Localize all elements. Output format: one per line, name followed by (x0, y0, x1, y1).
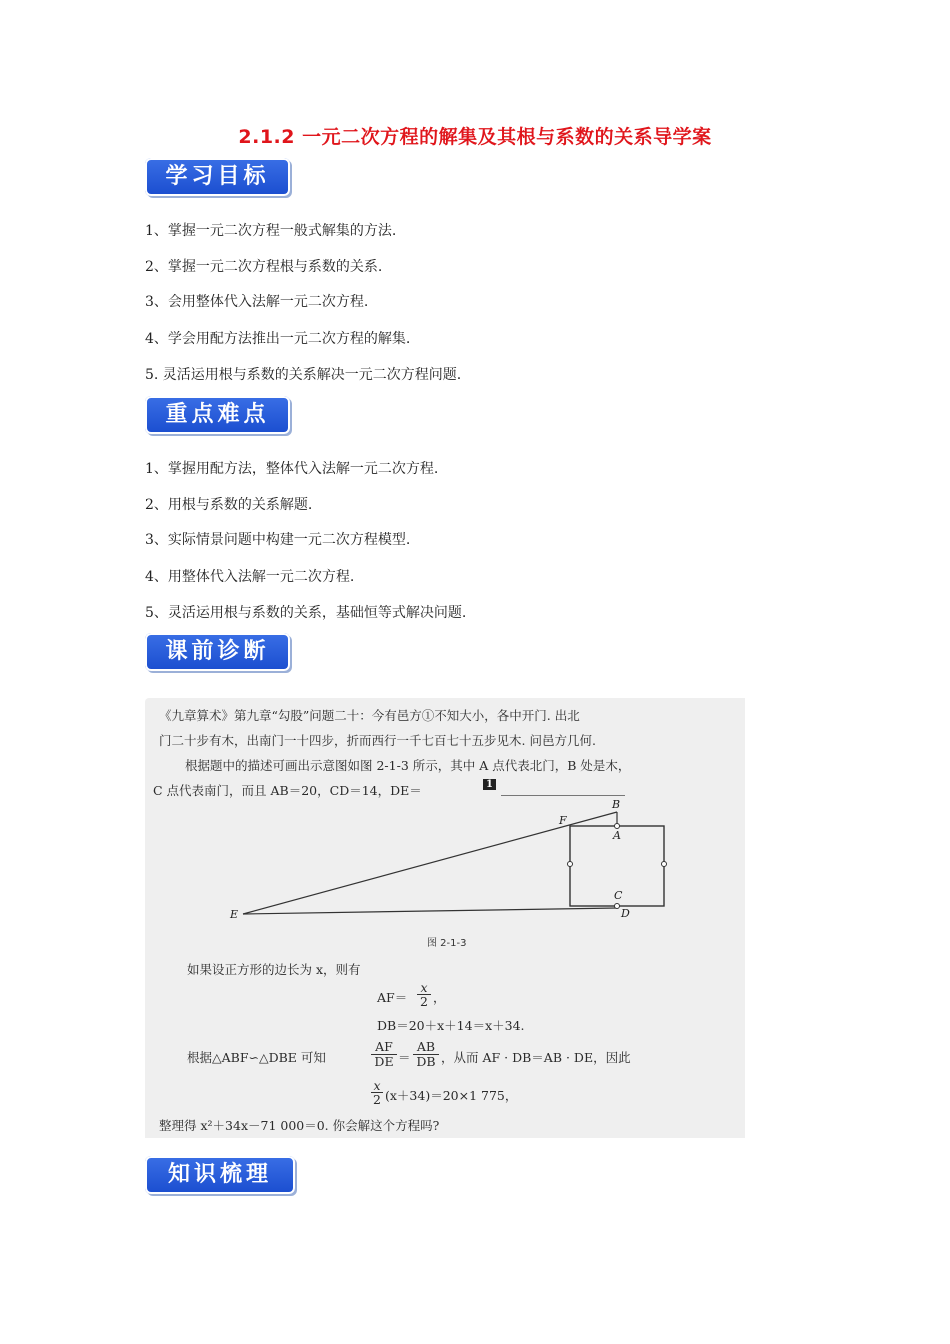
section-banner-key-points: 重点难点 (145, 396, 290, 434)
eq1-fraction (417, 981, 431, 1008)
scan-line: 门二十步有木，出南门一十四步，折而西行一千七百七十五步见木. 问邑方几何. (159, 733, 596, 748)
section-banner-knowledge: 知识梳理 (145, 1156, 295, 1194)
section-banner-diagnosis: 课前诊断 (145, 633, 290, 671)
eq1-left: AF＝ (377, 990, 408, 1005)
eq3-f2-numerator: AB (413, 1040, 439, 1055)
label-B: B (612, 798, 621, 811)
eq4-fraction (371, 1079, 383, 1106)
eq4-numerator: x (371, 1079, 383, 1093)
eq3-f2-denominator: DB (416, 1054, 436, 1069)
eq3-equals: ＝ (398, 1050, 411, 1065)
goal-item: 5. 灵活运用根与系数的关系解决一元二次方程问题. (145, 367, 462, 383)
eq4-denominator: 2 (373, 1092, 381, 1107)
gate-south (615, 904, 620, 909)
gate-east (662, 862, 667, 867)
key-point-item: 1、掌握用配方法，整体代入法解一元二次方程. (145, 461, 439, 477)
eq1-numerator: x (417, 981, 431, 995)
eq2: DB＝20＋x＋14＝x＋34. (377, 1018, 525, 1033)
key-point-item: 3、实际情景问题中构建一元二次方程模型. (145, 532, 411, 548)
label-A: A (613, 829, 621, 842)
eq4-tail: (x＋34)＝20×1 775， (385, 1088, 518, 1103)
key-point-item: 2、用根与系数的关系解题. (145, 497, 313, 513)
key-point-item: 4、用整体代入法解一元二次方程. (145, 569, 355, 585)
gate-west (568, 862, 573, 867)
section-banner-goals: 学习目标 (145, 158, 290, 196)
gate-north (615, 824, 620, 829)
textbook-scan (145, 698, 745, 1138)
figure-caption: 图 2-1-3 (427, 938, 467, 948)
goal-item: 1、掌握一元二次方程一般式解集的方法. (145, 223, 397, 239)
goal-item: 3、会用整体代入法解一元二次方程. (145, 294, 369, 310)
page-title: 2.1.2 一元二次方程的解集及其根与系数的关系导学案 (238, 126, 712, 148)
scan-line: C 点代表南门，而且 AB＝20，CD＝14，DE＝ (153, 783, 422, 798)
goal-item: 2、掌握一元二次方程根与系数的关系. (145, 259, 383, 275)
key-point-item: 5、灵活运用根与系数的关系，基础恒等式解决问题. (145, 605, 467, 621)
line-EB (243, 812, 617, 914)
goal-item: 4、学会用配方法推出一元二次方程的解集. (145, 331, 411, 347)
eq3-fraction-1 (371, 1040, 397, 1069)
eq3-f1-denominator: DE (374, 1054, 394, 1069)
line-ED (243, 908, 617, 914)
label-D: D (621, 907, 630, 920)
label-F: F (559, 814, 567, 827)
geometry-diagram (145, 698, 745, 948)
eq3-tail: ，从而 AF · DB＝AB · DE，因此 (441, 1050, 631, 1065)
eq3-prefix: 根据△ABF∽△DBE 可知 (187, 1050, 326, 1065)
answer-blank-marker: 1 (483, 779, 496, 790)
eq1-tail: ， (433, 990, 446, 1005)
scan-intro: 如果设正方形的边长为 x，则有 (187, 962, 361, 977)
eq3-f1-numerator: AF (371, 1040, 397, 1055)
label-C: C (614, 889, 623, 902)
scan-line: 《九章算术》第九章“勾股”问题二十：今有邑方①不知大小，各中开门. 出北 (159, 708, 580, 723)
label-E: E (230, 908, 239, 921)
scan-final: 整理得 x²＋34x－71 000＝0. 你会解这个方程吗? (159, 1118, 440, 1133)
scan-line: 根据题中的描述可画出示意图如图 2-1-3 所示，其中 A 点代表北门，B 处是木， (185, 758, 631, 773)
eq1-denominator: 2 (420, 994, 428, 1009)
eq3-fraction-2 (413, 1040, 439, 1069)
